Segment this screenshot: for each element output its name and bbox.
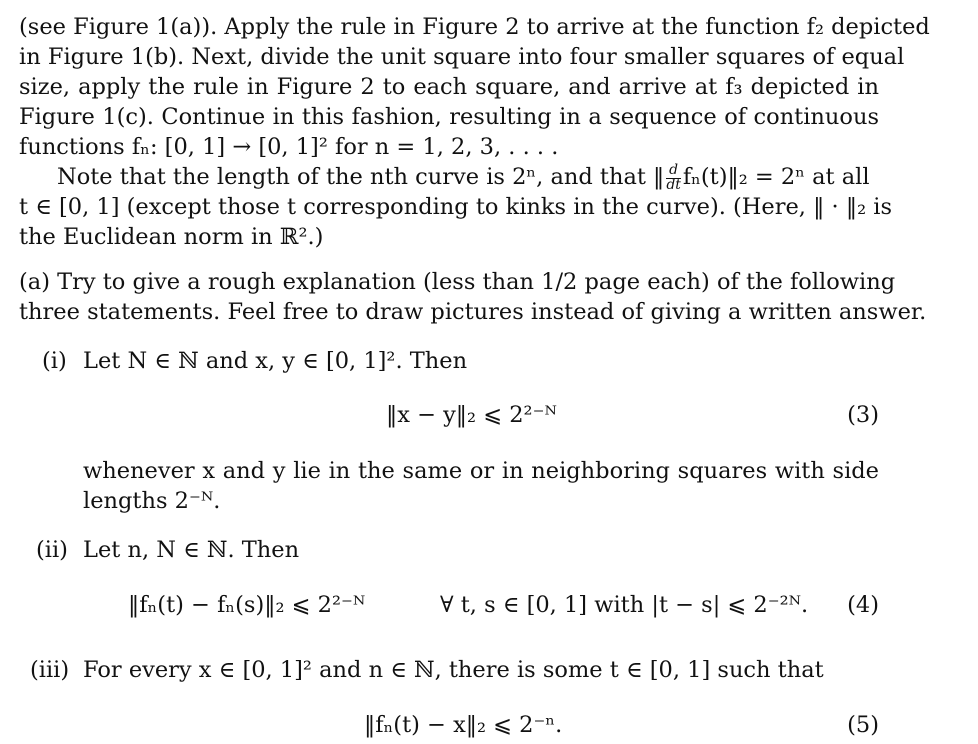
paragraph1-line2: in Figure 1(b). Next, divide the unit square into four smaller squares of equal: [19, 44, 905, 70]
paragraph1-line3: size, apply the rule in Figure 2 to each square, and arrive at f₃ depicted in: [19, 74, 879, 100]
equation-3: ‖x − y‖₂ ⩽ 2²⁻ᴺ: [386, 402, 557, 428]
equation-4-right: ∀ t, s ∈ [0, 1] with |t − s| ⩽ 2⁻²ᴺ.: [440, 592, 809, 618]
paragraph2-line1: [57, 162, 879, 192]
item-i-after-line2: lengths 2⁻ᴺ.: [83, 488, 221, 514]
item-ii-text: Let n, N ∈ ℕ. Then: [83, 537, 300, 563]
part-a-line2: three statements. Feel free to draw pictures instead of giving a written answer.: [19, 299, 927, 325]
paragraph2-line1-start: Note that the length of the nth curve is 2ⁿ, and that ‖ $\frac{d}{dt}$ fₙ(t)‖₂ = 2ⁿ at all: [57, 161, 870, 193]
item-iii-text: For every x ∈ [0, 1]² and n ∈ ℕ, there is some t ∈ [0, 1] such that: [83, 657, 824, 683]
part-a-line1: (a) Try to give a rough explanation (less than 1/2 page each) of the following: [19, 269, 896, 295]
item-iii-label: (iii): [30, 657, 70, 683]
equation-4-number: (4): [847, 592, 879, 618]
derivative-fraction: $\frac{d}{dt}$: [666, 161, 681, 193]
paragraph1-line4: Figure 1(c). Continue in this fashion, resulting in a sequence of continuous: [19, 104, 879, 130]
item-i-after-line1: whenever x and y lie in the same or in neighboring squares with side: [83, 458, 879, 484]
equation-3-number: (3): [847, 402, 879, 428]
paragraph2-line2: t ∈ [0, 1] (except those t corresponding to kinks in the curve). (Here, ‖ · ‖₂ is: [19, 194, 892, 220]
item-ii-label: (ii): [36, 537, 68, 563]
equation-5: ‖fₙ(t) − x‖₂ ⩽ 2⁻ⁿ.: [364, 712, 563, 738]
paragraph1-line5: functions fₙ: [0, 1] → [0, 1]² for n = 1, 2, 3, . . . .: [19, 134, 559, 160]
equation-5-number: (5): [847, 712, 879, 738]
paragraph1-line1: (see Figure 1(a)). Apply the rule in Figure 2 to arrive at the function f₂ depicted: [19, 14, 930, 40]
paragraph2-line3: the Euclidean norm in ℝ².): [19, 224, 324, 250]
item-i-label: (i): [42, 348, 67, 374]
equation-4-left: ‖fₙ(t) − fₙ(s)‖₂ ⩽ 2²⁻ᴺ: [128, 592, 366, 618]
item-i-text: Let N ∈ ℕ and x, y ∈ [0, 1]². Then: [83, 348, 468, 374]
